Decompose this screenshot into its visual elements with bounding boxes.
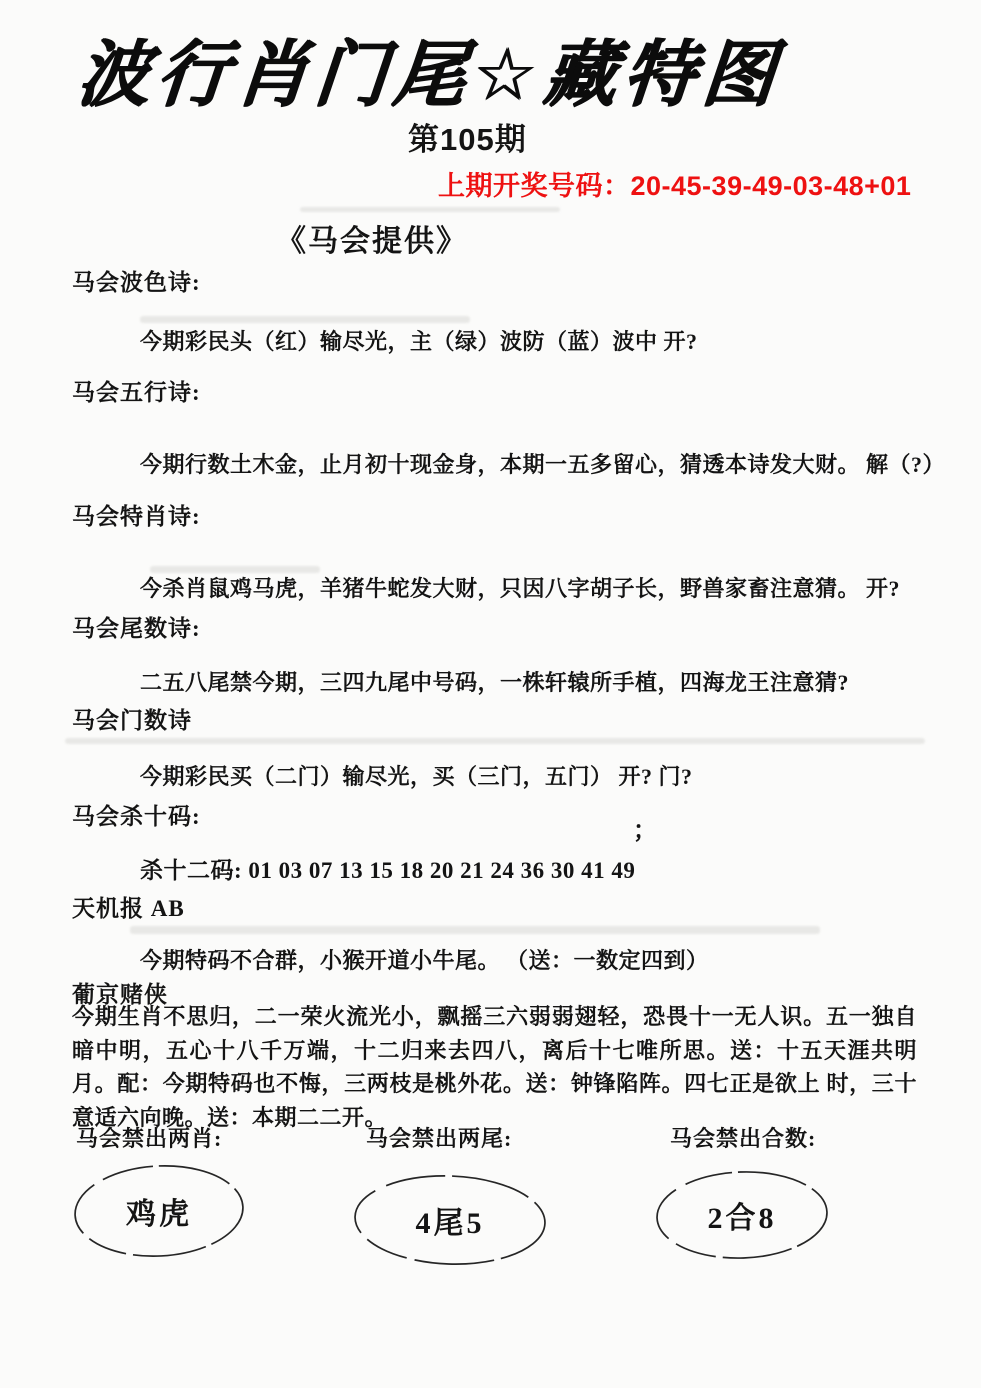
section-label-shashima: 马会杀十码: bbox=[72, 804, 201, 829]
poem-wuxing: 今期行数土木金，止月初十现金身，本期一五多留心，猜透本诗发大财。 解（?） bbox=[140, 452, 946, 477]
forbidden-tails-label: 马会禁出两尾: bbox=[366, 1126, 513, 1151]
section-label-bose: 马会波色诗: bbox=[72, 270, 201, 295]
section-label-wuxing: 马会五行诗: bbox=[72, 380, 201, 405]
forbidden-tails-oval bbox=[350, 1172, 550, 1268]
scan-artifact bbox=[300, 207, 560, 212]
page-title: 波行肖门尾☆藏特图 bbox=[73, 32, 785, 116]
forbidden-zodiac-label: 马会禁出两肖: bbox=[76, 1126, 223, 1151]
forbidden-zodiac-oval bbox=[70, 1162, 248, 1260]
forbidden-sum-oval bbox=[652, 1168, 832, 1262]
scan-artifact bbox=[150, 566, 320, 573]
provider-heading: 《马会提供》 bbox=[276, 225, 468, 258]
scan-artifact bbox=[65, 738, 925, 744]
last-draw-numbers: 上期开奖号码：20-45-39-49-03-48+01 bbox=[438, 171, 912, 201]
poem-bose: 今期彩民头（红）输尽光，主（绿）波防（蓝）波中 开? bbox=[140, 329, 698, 354]
poem-texiao: 今杀肖鼠鸡马虎，羊猪牛蛇发大财，只因八字胡子长，野兽家畜注意猜。 开? bbox=[140, 576, 901, 601]
section-label-pujing: 葡京赌侠 bbox=[72, 982, 168, 1007]
forbidden-tails-value: 4尾5 bbox=[415, 1207, 485, 1240]
section-label-menshu: 马会门数诗 bbox=[72, 708, 192, 733]
stray-mark: ； bbox=[633, 818, 657, 844]
forbidden-sum-label: 马会禁出合数: bbox=[670, 1126, 817, 1151]
scan-artifact bbox=[130, 926, 820, 934]
forbidden-sum-value: 2合8 bbox=[707, 1202, 777, 1235]
poem-weishu: 二五八尾禁今期，三四九尾中号码，一株轩辕所手植，四海龙王注意猜? bbox=[140, 670, 850, 695]
section-label-tianji: 天机报 AB bbox=[72, 896, 185, 921]
scan-artifact bbox=[140, 316, 470, 323]
issue-number: 第105期 bbox=[408, 122, 527, 157]
section-label-texiao: 马会特肖诗: bbox=[72, 504, 201, 529]
kill-twelve-codes: 杀十二码: 01 03 07 13 15 18 20 21 24 36 30 41 49 bbox=[140, 858, 636, 883]
pujing-paragraph: 今期生肖不思归，二一荣火流光小，飘摇三六弱弱翅轻，恐畏十一无人识。五一独自暗中明，五心十八千万端，十二归来去四八，离后十七唯所思。送：十五天涯共明月。配：今期特码也不悔，三两枝是桃外花。送：钟锋陷阵。四七正是欲上 时，三十意适六向晚。送：本期二二开。 bbox=[72, 1004, 917, 1130]
section-label-weishu: 马会尾数诗: bbox=[72, 616, 201, 641]
poem-tianji: 今期特码不合群，小猴开道小牛尾。 （送：一数定四到） bbox=[140, 948, 709, 973]
poem-menshu: 今期彩民买（二门）输尽光，买（三门，五门） 开? 门? bbox=[140, 764, 693, 789]
forbidden-zodiac-value: 鸡虎 bbox=[126, 1198, 192, 1231]
